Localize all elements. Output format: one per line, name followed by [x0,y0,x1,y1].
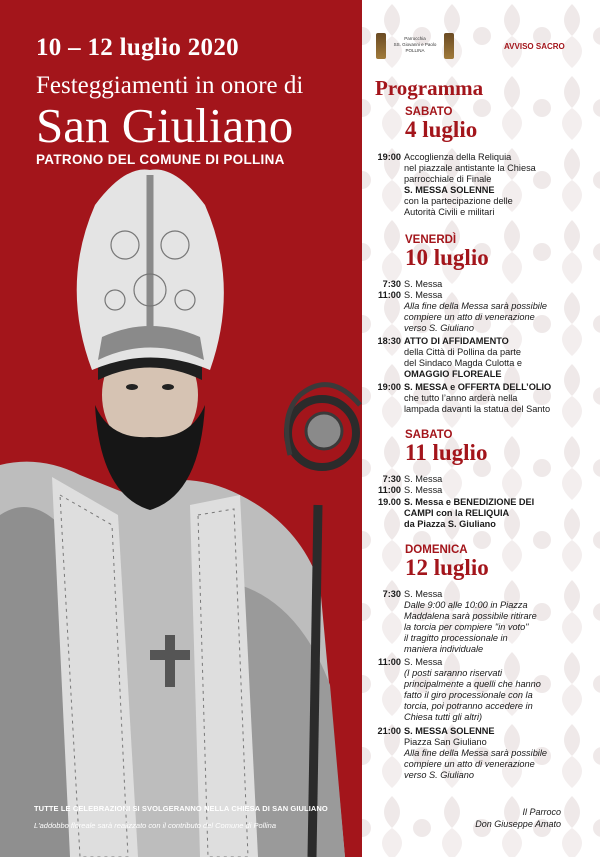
day-date: 10 luglio [405,245,489,270]
entry-line: S. Messa [404,589,443,599]
day-heading [405,544,489,580]
entry-line: con la partecipazione delle [404,196,513,206]
entry-line: Chiesa tutti gli altri) [404,712,483,722]
entry-line: verso S. Giuliano [404,770,474,780]
entry-description [404,474,596,485]
patron-line: PATRONO DEL COMUNE DI POLLINA [36,152,285,167]
avviso-sacro: AVVISO SACRO [504,42,565,51]
entry-time: 7:30 [382,589,401,599]
footnote [34,804,356,830]
footnote-flowers: L'addobbo floreale sarà realizzato con il contributo del Comune di Pollina [34,821,276,830]
entry-description [404,497,596,530]
entry-line: principalmente a quelli che hanno [404,679,541,689]
entry-line: ATTO DI AFFIDAMENTO [404,336,509,346]
day-weekday: DOMENICA [405,544,468,556]
entry-time: 11:00 [378,657,401,667]
entry-line: il tragitto processionale in [404,633,508,643]
entry-line: S. Messa [404,290,443,300]
day-date: 11 luglio [405,440,488,465]
entry-time: 11:00 [378,485,401,495]
entry-line: S. Messa [404,474,443,484]
entry-line: S. MESSA SOLENNE [404,185,495,195]
entry-time: 19.00 [378,497,401,507]
entry-line: nel piazzale antistante la Chiesa [404,163,536,173]
entry-time: 11:00 [378,290,401,300]
entry-line: maniera individuale [404,644,484,654]
parish-name: Parrocchia SS. Giovanni e Paolo POLLINA [393,36,437,53]
signature-name: Don Giuseppe Amato [475,819,561,829]
day-date: 12 luglio [405,555,489,580]
entry-time: 7:30 [382,279,401,289]
day-heading [405,429,487,465]
entry-line: fatto il giro processionale con la [404,690,533,700]
entry-line: S. Messa e BENEDIZIONE DEI [404,497,535,507]
entry-line: S. Messa [404,657,443,667]
entry-line: Piazza San Giuliano [404,737,487,747]
saint-name: San Giuliano [36,98,294,153]
entry-description [404,589,596,655]
entry-line: S. Messa [404,279,443,289]
entry-description [404,726,596,781]
entry-line: compiere un atto di venerazione [404,312,535,322]
entry-time: 19:00 [377,382,401,392]
entry-line: da Piazza S. Giuliano [404,519,496,529]
entry-line: che tutto l’anno arderà nella [404,393,518,403]
signature-role: Il Parroco [522,807,561,817]
entry-line: Dalle 9:00 alle 10:00 in Piazza [404,600,528,610]
entry-line: S. Messa [404,485,443,495]
entry-description [404,279,596,290]
entry-line: CAMPI con la RELIQUIA [404,508,510,518]
entry-time: 21:00 [377,726,401,736]
day-date: 4 luglio [405,117,478,142]
event-dates: 10 – 12 luglio 2020 [36,34,239,61]
entry-line: OMAGGIO FLOREALE [404,369,502,379]
saint-statue-illustration [0,165,362,857]
day-heading [405,234,489,270]
entry-line: S. MESSA e OFFERTA DELL’OLIO [404,382,552,392]
day-weekday: VENERDÌ [405,234,457,246]
entry-description [404,485,596,496]
entry-time: 19:00 [377,152,401,162]
parish-logo [376,33,454,61]
entry-line: compiere un atto di venerazione [404,759,535,769]
entry-line: lampada davanti la statua del Santo [404,404,551,414]
entry-line: Accoglienza della Reliquia [404,152,512,162]
day-weekday: SABATO [405,429,453,441]
entry-line: la torcia per compiere "in voto" [404,622,529,632]
entry-line: parrocchiale di Finale [404,174,492,184]
entry-time: 18:30 [377,336,401,346]
saint-icon [444,33,454,59]
entry-description [404,382,596,415]
entry-time: 7:30 [382,474,401,484]
entry-line: torcia, poi potranno accedere in [404,701,533,711]
day-weekday: SABATO [405,106,453,118]
intro-line: Festeggiamenti in onore di [36,72,304,99]
poster-header [36,34,352,167]
entry-description [404,336,596,380]
day-heading [405,106,477,142]
entry-line: del Sindaco Magda Culotta e [404,358,522,368]
entry-description [404,290,596,334]
entry-line: Autorità Civili e militari [404,207,495,217]
entry-description [404,152,596,218]
entry-line: Alla fine della Messa sarà possibile [404,748,547,758]
entry-line: (I posti saranno riservati [404,668,503,678]
footnote-celebrations: TUTTE LE CELEBRAZIONI SI SVOLGERANNO NELLA CHIESA DI SAN GIULIANO [34,804,328,813]
saint-icon [376,33,386,59]
program-panel [362,0,600,857]
entry-description [404,657,596,723]
entry-line: della Città di Pollina da parte [404,347,521,357]
entry-line: Maddalena sarà possibile ritirare [404,611,537,621]
entry-line: verso S. Giuliano [404,323,474,333]
programma-title: Programma [375,76,484,100]
signature [475,806,561,830]
entry-line: S. MESSA SOLENNE [404,726,495,736]
entry-line: Alla fine della Messa sarà possibile [404,301,547,311]
